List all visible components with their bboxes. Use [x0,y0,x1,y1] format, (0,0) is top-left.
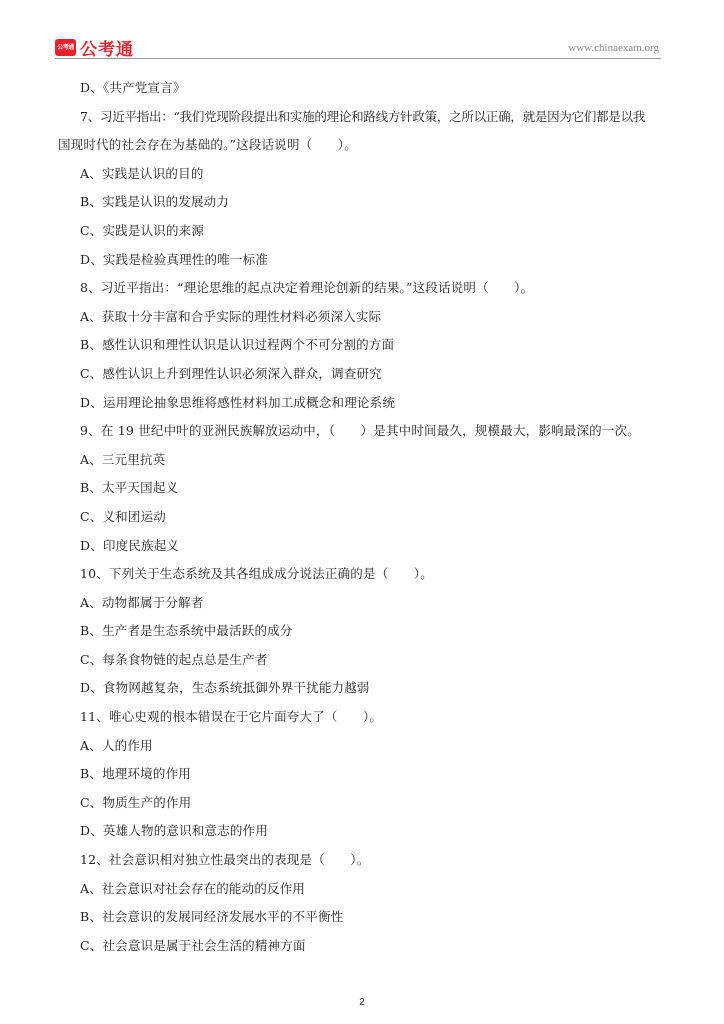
option-line: D、食物网越复杂，生态系统抵御外界干扰能力越弱 [80,680,370,696]
option-line: D、实践是检验真理性的唯一标准 [80,251,269,267]
question-line: 10、下列关于生态系统及其各组成成分说法正确的是（ ）。 [80,566,433,582]
option-line: B、太平天国起义 [80,480,179,496]
option-line: C、感性认识上升到理性认识必须深入群众，调查研究 [80,365,382,381]
page-number: 2 [359,997,365,1008]
question-line-continued: 国现时代的社会存在为基础的。”这段话说明（ ）。 [58,137,357,153]
document-body [58,74,674,960]
page-header [55,36,661,59]
option-line: B、感性认识和理性认识是认识过程两个不可分割的方面 [80,337,395,353]
option-line: D、《共产党宣言》 [80,80,186,95]
option-line: A、动物都属于分解者 [80,594,204,610]
option-line: A、社会意识对社会存在的能动的反作用 [80,880,306,896]
option-line: A、三元里抗英 [80,451,166,467]
question-line: 7、习近平指出：“我们党现阶段提出和实施的理论和路线方针政策，之所以正确，就是因为它们都是以我 [80,108,646,124]
option-line: C、实践是认识的来源 [80,222,205,238]
option-line: B、地理环境的作用 [80,766,191,782]
question-line: 11、唯心史观的根本错误在于它片面夸大了（ ）。 [80,709,383,725]
option-line: C、每条食物链的起点总是生产者 [80,651,268,667]
option-line: C、物质生产的作用 [80,794,192,810]
logo-badge-icon: 公考通 [55,39,76,56]
option-line: D、印度民族起义 [80,537,180,553]
option-line: D、运用理论抽象思维将感性材料加工成概念和理论系统 [80,394,396,410]
logo-text: 公考通 [80,40,134,60]
question-line: 12、社会意识相对独立性最突出的表现是（ ）。 [80,852,370,868]
option-line: B、生产者是生态系统中最活跃的成分 [80,623,293,639]
option-line: A、获取十分丰富和合乎实际的理性材料必须深入实际 [80,308,382,324]
logo [55,35,134,60]
question-line: 8、习近平指出：“理论思维的起点决定着理论创新的结果。”这段话说明（ ）。 [80,280,534,296]
option-line: B、实践是认识的发展动力 [80,194,230,210]
option-line: C、义和团运动 [80,508,166,524]
question-line: 9、在 19 世纪中叶的亚洲民族解放运动中，（ ）是其中时间最久，规模最大，影响最深的一次。 [80,423,640,439]
option-line: A、人的作用 [80,737,153,753]
option-line: D、英雄人物的意识和意志的作用 [80,823,269,839]
option-line: A、实践是认识的目的 [80,165,204,181]
site-url: www.chinaexam.org [568,42,659,54]
option-line: B、社会意识的发展同经济发展水平的不平衡性 [80,909,344,925]
option-line: C、社会意识是属于社会生活的精神方面 [80,937,306,953]
